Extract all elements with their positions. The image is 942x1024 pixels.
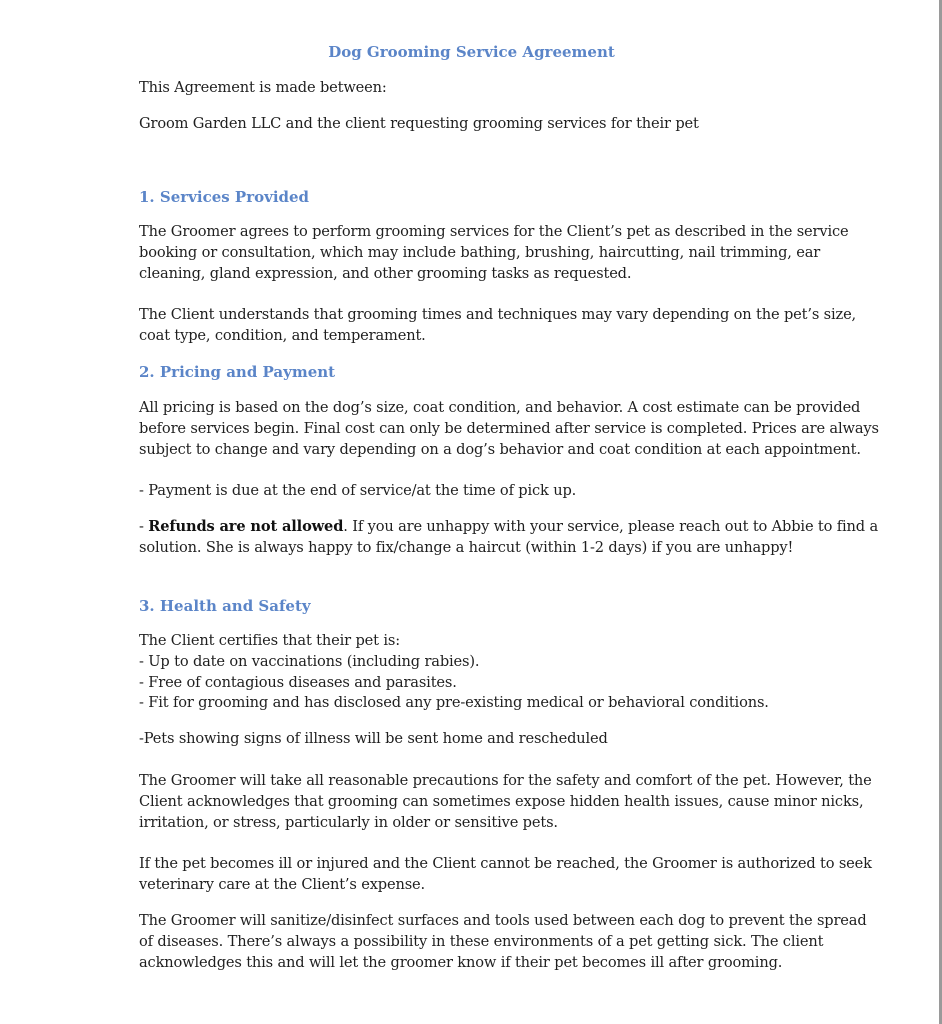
pricing-paragraph-1 [139, 398, 879, 460]
text-line: The Client understands that grooming times and techniques may vary depending on the pet’s size, [139, 306, 857, 323]
text-line: irritation, or stress, particularly in older or sensitive pets. [139, 813, 558, 831]
text-line: of diseases. There’s always a possibility in these environments of a pet getting sick. The client [139, 932, 824, 950]
text-line: acknowledges this and will let the groomer know if their pet becomes ill after grooming. [139, 953, 783, 971]
intro-line: This Agreement is made between: [139, 79, 387, 96]
text-line: veterinary care at the Client’s expense. [139, 875, 426, 893]
document-title: Dog Grooming Service Agreement [328, 43, 615, 61]
text-line: cleaning, gland expression, and other grooming tasks as requested. [139, 264, 632, 282]
services-paragraph-1 [139, 222, 849, 284]
services-paragraph-2 [139, 305, 857, 347]
parties-line: Groom Garden LLC and the client requesting grooming services for their pet [139, 115, 699, 132]
text-line: subject to change and vary depending on a dog’s behavior and coat condition at each appointment. [139, 440, 861, 458]
refund-line-2: solution. She is always happy to fix/change a haircut (within 1-2 days) if you are unhappy! [139, 538, 794, 556]
refund-paragraph [139, 517, 879, 559]
illness-paragraph [139, 729, 804, 750]
text-line: If the pet becomes ill or injured and the Client cannot be reached, the Groomer is authorized to seek [139, 855, 872, 872]
text-line: The Groomer will sanitize/disinfect surfaces and tools used between each dog to prevent the spread [139, 912, 867, 929]
section-heading-health: 3. Health and Safety [139, 597, 311, 615]
text-line: - Payment is due at the end of service/at the time of pick up. [139, 482, 577, 499]
refund-prefix: - [139, 518, 149, 535]
refund-text: . If you are unhappy with your service, please reach out to Abbie to find a [343, 518, 879, 535]
parties-paragraph [139, 114, 804, 135]
text-line: The Groomer will take all reasonable precautions for the safety and comfort of the pet. However, the [139, 772, 872, 789]
sanitize-paragraph [139, 911, 867, 973]
refund-bold-text: Refunds are not allowed [148, 518, 344, 535]
text-line: -Pets showing signs of illness will be sent home and rescheduled [139, 730, 608, 747]
veterinary-paragraph [139, 854, 872, 896]
text-line: coat type, condition, and temperament. [139, 326, 426, 344]
health-certification-paragraph [139, 631, 804, 714]
list-item: - Fit for grooming and has disclosed any pre-existing medical or behavioral conditions. [139, 694, 769, 712]
text-line: before services begin. Final cost can only be determined after service is completed. Prices are always [139, 419, 879, 437]
section-heading-pricing: 2. Pricing and Payment [139, 363, 336, 381]
text-line: The Client certifies that their pet is: [139, 632, 400, 649]
text-line: Client acknowledges that grooming can sometimes expose hidden health issues, cause minor nicks, [139, 792, 864, 810]
payment-paragraph [139, 481, 804, 502]
list-item: - Up to date on vaccinations (including rabies). [139, 652, 480, 670]
precautions-paragraph [139, 771, 872, 833]
section-heading-services: 1. Services Provided [139, 188, 310, 206]
list-item: - Free of contagious diseases and parasites. [139, 673, 457, 691]
text-line: The Groomer agrees to perform grooming services for the Client’s pet as described in the service [139, 223, 849, 240]
text-line: booking or consultation, which may include bathing, brushing, haircutting, nail trimming, ear [139, 243, 821, 261]
intro-paragraph [139, 78, 804, 99]
refund-line-1 [139, 517, 879, 538]
text-line: All pricing is based on the dog’s size, coat condition, and behavior. A cost estimate can be provided [139, 399, 861, 416]
